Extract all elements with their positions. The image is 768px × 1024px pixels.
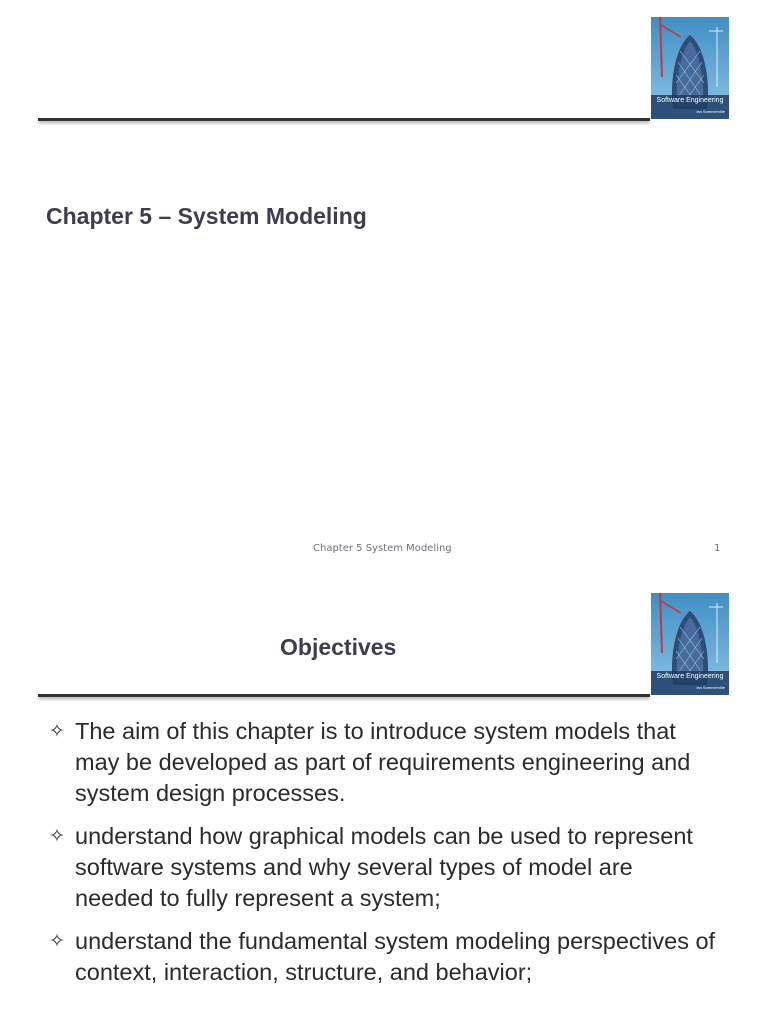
four-point-star-outline-icon: ✧ — [49, 930, 65, 952]
header-divider — [38, 118, 650, 121]
bullet-text: The aim of this chapter is to introduce system models that may be developed as part of requirements engineering and system design processes. — [75, 718, 691, 806]
header-divider — [38, 694, 650, 697]
slide-footer: Chapter 5 System Modeling — [313, 543, 452, 554]
list-item — [46, 716, 716, 809]
objectives-list — [46, 716, 716, 1000]
slide-title: Objectives — [280, 634, 397, 660]
four-point-star-outline-icon: ✧ — [49, 825, 65, 847]
four-point-star-outline-icon: ✧ — [49, 720, 65, 742]
book-author: Ian Sommerville — [696, 685, 725, 690]
list-item — [46, 821, 716, 914]
book-author: Ian Sommerville — [696, 109, 725, 114]
book-title: Software Engineering — [656, 97, 724, 104]
slide-2 — [0, 576, 768, 1024]
list-item — [46, 926, 716, 988]
bullet-text: understand how graphical models can be used to represent software systems and why several types of model are needed to fully represent a system; — [75, 823, 693, 911]
slide-title: Chapter 5 – System Modeling — [46, 203, 367, 229]
page-number: 1 — [714, 543, 721, 554]
book-title: Software Engineering — [656, 673, 724, 680]
book-cover-image — [651, 593, 729, 695]
bullet-text: understand the fundamental system modeling perspectives of context, interaction, structure, and behavior; — [75, 928, 716, 985]
book-cover-image — [651, 17, 729, 119]
